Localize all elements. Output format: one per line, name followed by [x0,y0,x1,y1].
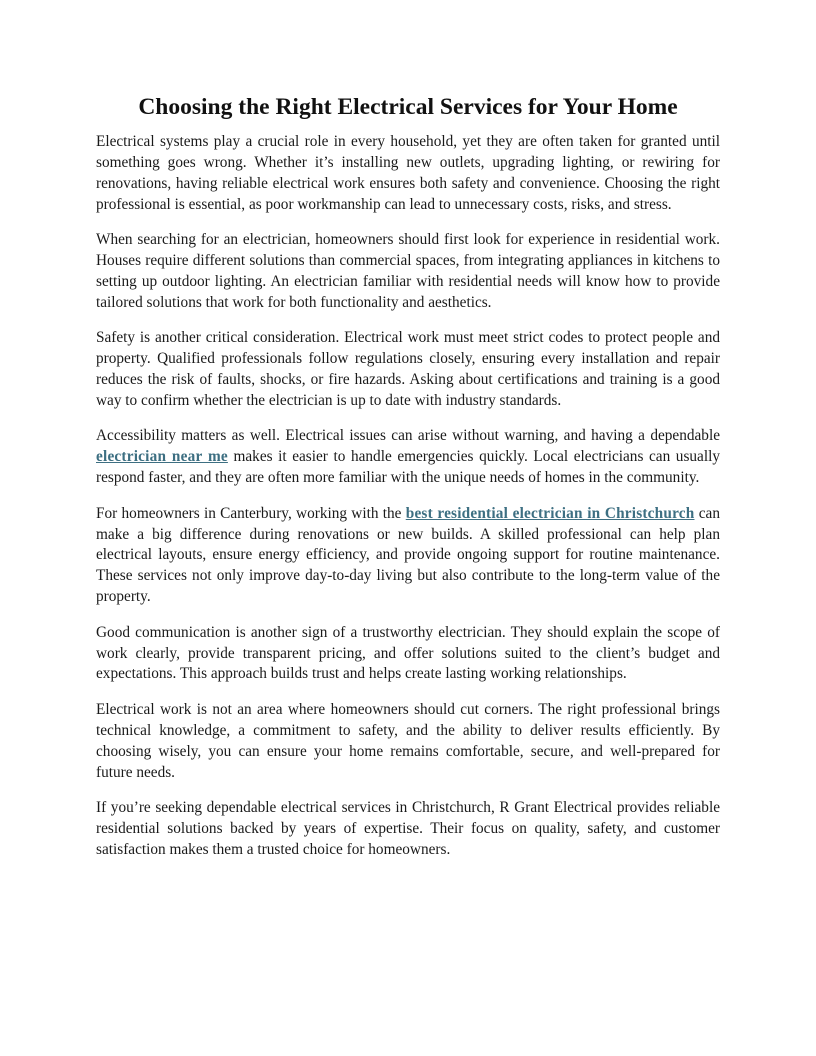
electrician-near-me-link[interactable]: electrician near me [96,448,228,466]
paragraph-text: For homeowners in Canterbury, working with the [96,504,406,522]
paragraph-text: can make a big difference during renovations or new builds. A skilled professional can help plan electrical layouts, ensure energy efficiency, and provide ongoing support for routine maintenance. These services not only improve day-to-day living but also contribute to the long-term value of the property. [96,504,720,606]
paragraph-safety: Safety is another critical consideration. Electrical work must meet strict codes to protect people and property. Qualified professionals follow regulations closely, ensuring every installation and repair reduces the risk of faults, shocks, or fire hazards. Asking about certifications and training is a good way to confirm whether the electrician is up to date with industry standards. [96,329,720,409]
document-page [96,92,720,875]
paragraph-communication: Good communication is another sign of a trustworthy electrician. They should explain the scope of work clearly, provide transparent pricing, and offer solutions suited to the client’s budget and expectations. This approach builds trust and helps create lasting working relationships. [96,623,720,683]
paragraph-conclusion: If you’re seeking dependable electrical services in Christchurch, R Grant Electrical provides reliable residential solutions backed by years of expertise. Their focus on quality, safety, and customer satisfaction makes them a trusted choice for homeowners. [96,798,720,858]
paragraph-experience: When searching for an electrician, homeowners should first look for experience in residential work. Houses require different solutions than commercial spaces, from integrating appliances in kitchens to setting up outdoor lighting. An electrician familiar with residential needs will know how to provide tailored solutions that work for both functionality and aesthetics. [96,231,720,311]
paragraph-canterbury [96,504,720,609]
paragraph-accessibility [96,426,720,489]
paragraph-text: Accessibility matters as well. Electrical issues can arise without warning, and having a dependable [96,427,720,445]
paragraph-corners: Electrical work is not an area where homeowners should cut corners. The right professional brings technical knowledge, a commitment to safety, and the ability to deliver results efficiently. By choosing wisely, you can ensure your home remains comfortable, secure, and well-prepared for future needs. [96,700,720,781]
paragraph-intro: Electrical systems play a crucial role in every household, yet they are often taken for granted until something goes wrong. Whether it’s installing new outlets, upgrading lighting, or rewiring for renovations, having reliable electrical work ensures both safety and convenience. Choosing the right professional is essential, as poor workmanship can lead to unnecessary costs, risks, and stress. [96,133,720,213]
document-title: Choosing the Right Electrical Services for Your Home [138,94,678,120]
paragraph-text: makes it easier to handle emergencies quickly. Local electricians can usually respond faster, and they are often more familiar with the unique needs of homes in the community. [96,448,720,487]
best-residential-electrician-link[interactable]: best residential electrician in Christchurch [405,504,695,522]
